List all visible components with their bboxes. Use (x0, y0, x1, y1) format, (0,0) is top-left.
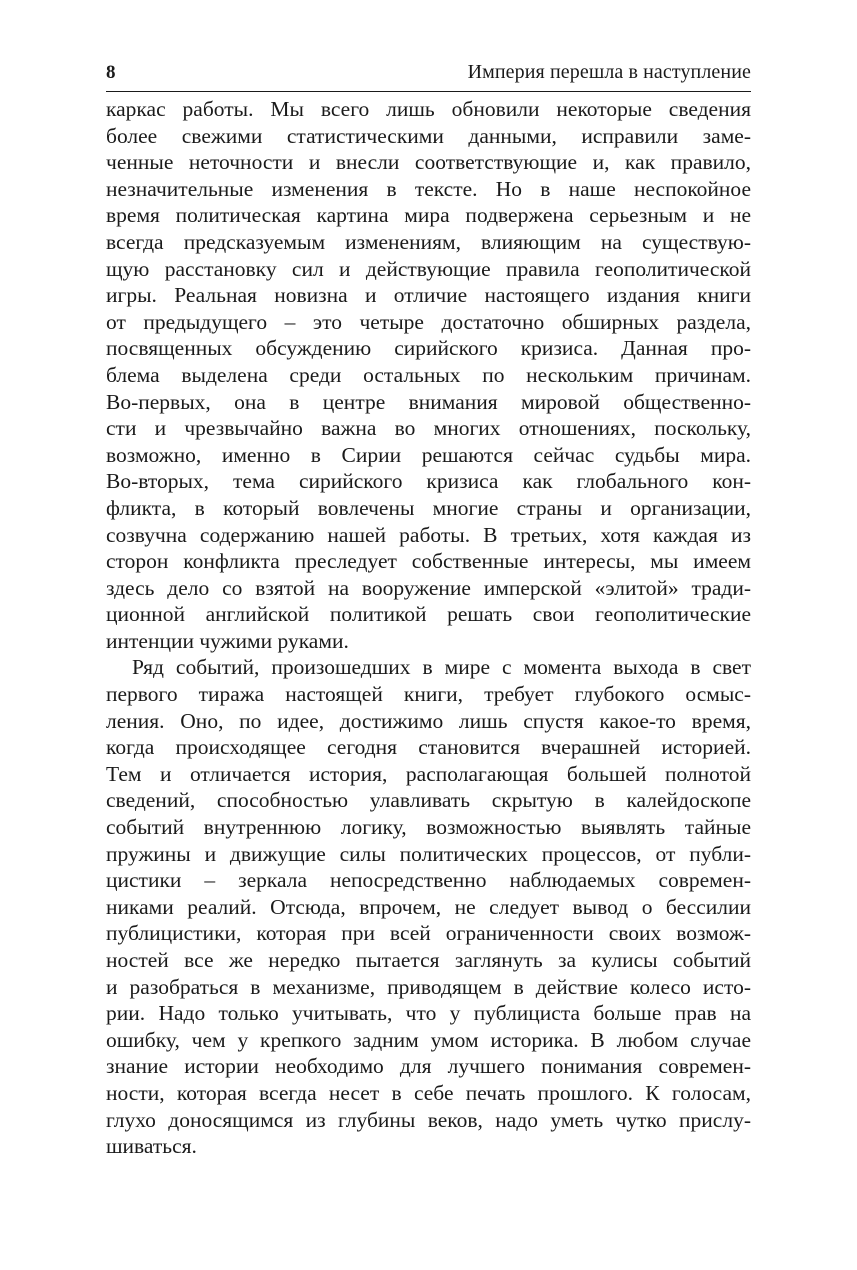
text-line: здесь дело со взятой на вооружение имперской «элитой» тради- (106, 575, 751, 600)
text-line: ления. Оно, по идее, достижимо лишь спустя какое-то время, (106, 708, 751, 733)
text-line: Ряд событий, произошедших в мире с момента выхода в свет (132, 655, 751, 680)
text-line: время политическая картина мира подвержена серьезным и не (106, 203, 751, 228)
text-line: возможно, именно в Сирии решаются сейчас судьбы мира. (106, 442, 751, 467)
text-line: от предыдущего – это четыре достаточно обширных раздела, (106, 309, 751, 334)
text-line: каркас работы. Мы всего лишь обновили некоторые сведения (106, 97, 751, 121)
text-line: глухо доносящимся из глубины веков, надо уметь чутко прислу- (106, 1107, 751, 1132)
paragraph-1 (106, 96, 751, 654)
text-line: фликта, в который вовлечены многие страны и организации, (106, 495, 751, 520)
text-line: игры. Реальная новизна и отличие настоящего издания книги (106, 283, 751, 308)
text-line: всегда предсказуемым изменениям, влияющим на существую- (106, 229, 751, 254)
text-line: сторон конфликта преследует собственные интересы, мы имеем (106, 549, 751, 574)
text-line: событий внутреннюю логику, возможностью выявлять тайные (106, 815, 751, 840)
text-line: посвященных обсуждению сирийского кризиса. Данная про- (106, 336, 751, 361)
text-line: щую расстановку сил и действующие правила геополитической (106, 256, 751, 281)
text-line: интенции чужими руками. (106, 628, 349, 653)
text-line: первого тиража настоящей книги, требует глубокого осмыс- (106, 682, 751, 707)
text-line: пружины и движущие силы политических процессов, от публи- (106, 841, 751, 866)
text-line: более свежими статистическими данными, исправили заме- (106, 123, 751, 148)
text-line: Во-вторых, тема сирийского кризиса как глобального кон- (106, 469, 751, 494)
book-page (106, 58, 751, 1160)
running-head (106, 58, 751, 92)
text-line: ошибку, чем у крепкого задним умом историка. В любом случае (106, 1027, 751, 1052)
text-line: когда происходящее сегодня становится вчерашней историей. (106, 735, 751, 760)
text-line: публицистики, которая при всей ограниченности своих возмож- (106, 921, 751, 946)
text-line: созвучна содержанию нашей работы. В третьих, хотя каждая из (106, 522, 751, 547)
text-line: рии. Надо только учитывать, что у публициста больше прав на (106, 1001, 751, 1026)
text-line: сти и чрезвычайно важна во многих отношениях, поскольку, (106, 416, 751, 441)
text-line: ционной английской политикой решать свои геополитические (106, 602, 751, 627)
text-line: сведений, способностью улавливать скрытую в калейдоскопе (106, 788, 751, 813)
text-line: и разобраться в механизме, приводящем в действие колесо исто- (106, 974, 751, 999)
running-title: Империя перешла в наступление (467, 61, 751, 83)
page-number: 8 (106, 62, 116, 83)
paragraph-2 (106, 654, 751, 1159)
text-line: ности, которая всегда несет в себе печать прошлого. К голосам, (106, 1080, 751, 1105)
text-line: знание истории необходимо для лучшего понимания современ- (106, 1054, 751, 1079)
body-text (106, 96, 751, 1160)
text-line: незначительные изменения в тексте. Но в наше неспокойное (106, 176, 751, 201)
text-line: никами реалий. Отсюда, впрочем, не следует вывод о бессилии (106, 894, 751, 919)
text-line: блема выделена среди остальных по нескольким причинам. (106, 362, 751, 387)
text-line: цистики – зеркала непосредственно наблюдаемых современ- (106, 868, 751, 893)
text-line: Тем и отличается история, располагающая большей полнотой (106, 761, 751, 786)
text-line: шиваться. (106, 1134, 197, 1159)
text-line: ностей все же нередко пытается заглянуть за кулисы событий (106, 948, 751, 972)
text-line: ченные неточности и внесли соответствующие и, как правило, (106, 150, 751, 175)
text-line: Во-первых, она в центре внимания мировой общественно- (106, 389, 751, 414)
